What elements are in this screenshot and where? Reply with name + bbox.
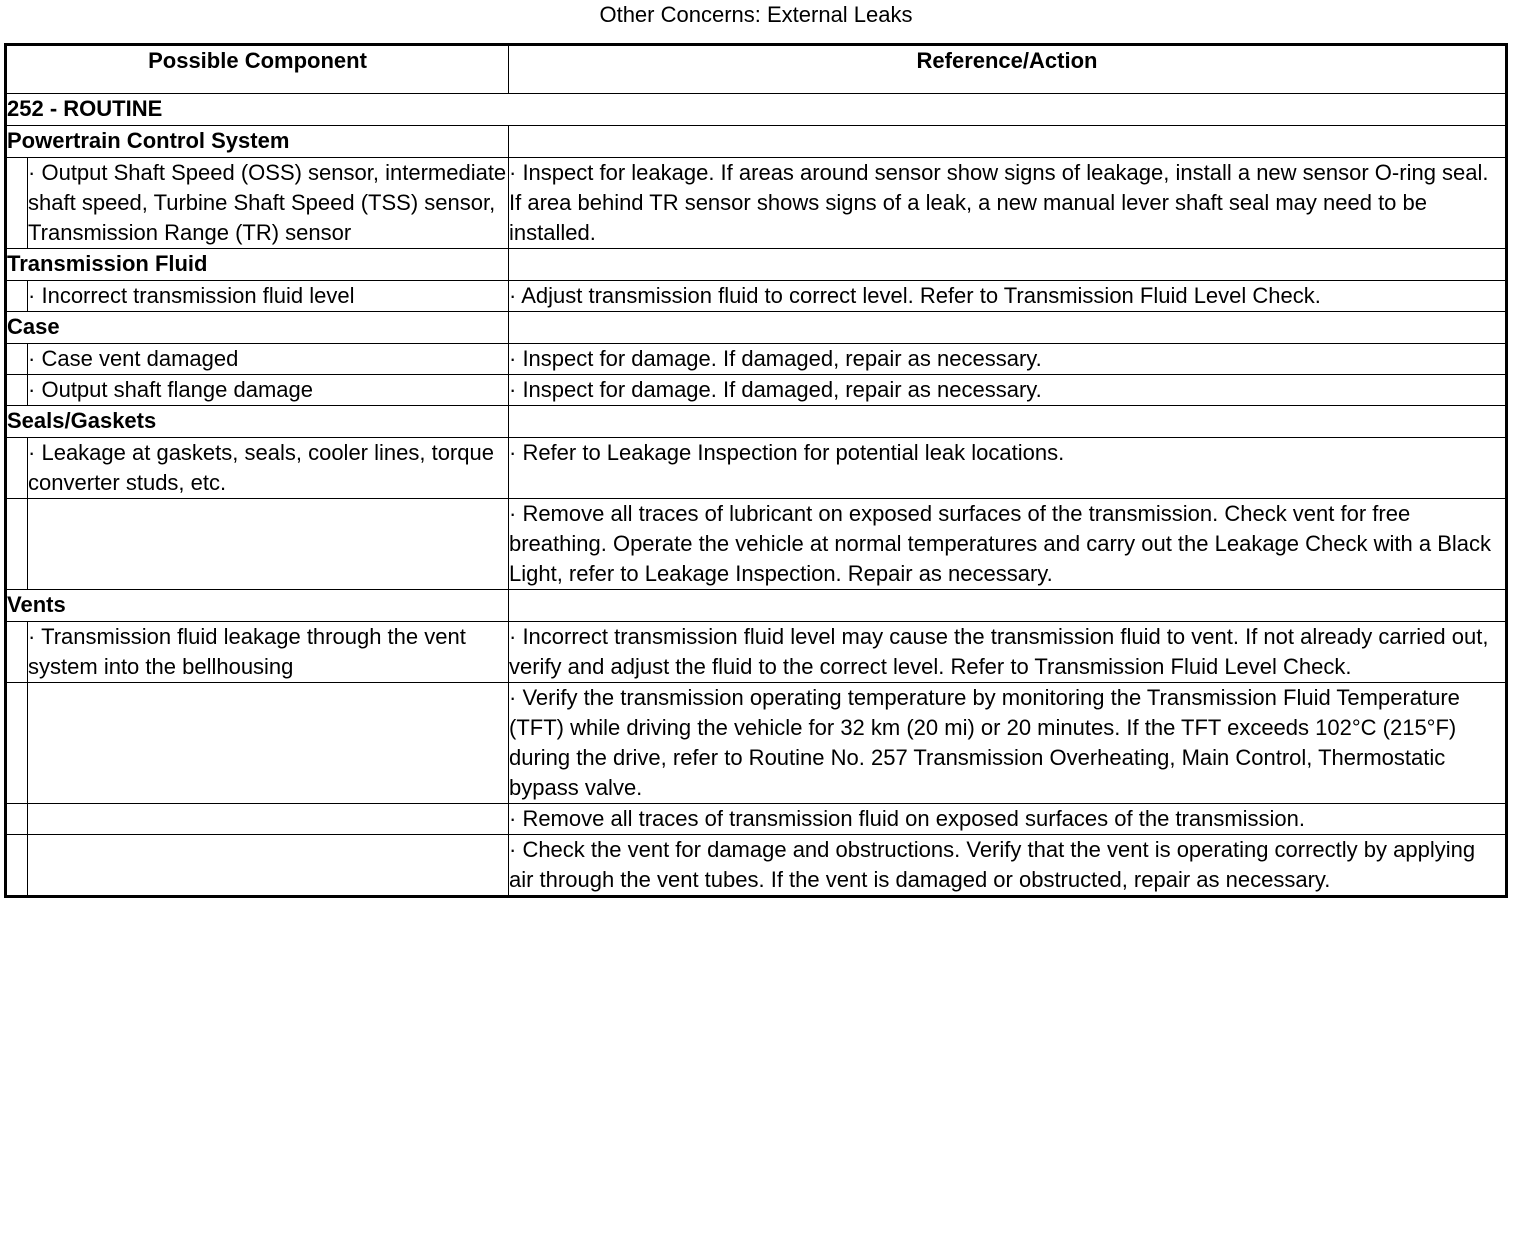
indent-cell xyxy=(6,622,28,683)
action-cell: · Inspect for leakage. If areas around sensor show signs of leakage, install a new sensor O-ring seal. If area behind TR sensor shows signs of a leak, a new manual lever shaft seal may need to be installed. xyxy=(509,158,1507,249)
table-row xyxy=(6,438,1507,499)
component-cell xyxy=(28,499,509,590)
component-cell: · Leakage at gaskets, seals, cooler lines, torque converter studs, etc. xyxy=(28,438,509,499)
indent-cell xyxy=(6,804,28,835)
component-cell: · Output Shaft Speed (OSS) sensor, intermediate shaft speed, Turbine Shaft Speed (TSS) sensor, Transmission Range (TR) sensor xyxy=(28,158,509,249)
table-row xyxy=(6,804,1507,835)
component-cell xyxy=(28,804,509,835)
table-row xyxy=(6,344,1507,375)
category-title: Vents xyxy=(6,590,509,622)
category-blank-cell xyxy=(509,312,1507,344)
indent-cell xyxy=(6,281,28,312)
category-blank-cell xyxy=(509,406,1507,438)
table-row xyxy=(6,835,1507,897)
category-row xyxy=(6,406,1507,438)
action-cell: · Remove all traces of lubricant on exposed surfaces of the transmission. Check vent for free breathing. Operate the vehicle at normal temperatures and carry out the Leakage Check with a Black Light, refer to Leakage Inspection. Repair as necessary. xyxy=(509,499,1507,590)
category-title: Seals/Gaskets xyxy=(6,406,509,438)
action-cell: · Verify the transmission operating temperature by monitoring the Transmission Fluid Temperature (TFT) while driving the vehicle for 32 km (20 mi) or 20 minutes. If the TFT exceeds 102°C (215°F) during the drive, refer to Routine No. 257 Transmission Overheating, Main Control, Thermostatic bypass valve. xyxy=(509,683,1507,804)
category-blank-cell xyxy=(509,126,1507,158)
component-cell: · Case vent damaged xyxy=(28,344,509,375)
indent-cell xyxy=(6,375,28,406)
component-cell xyxy=(28,835,509,897)
table-row xyxy=(6,622,1507,683)
table-row xyxy=(6,499,1507,590)
table-row xyxy=(6,683,1507,804)
external-leaks-table xyxy=(4,43,1508,898)
category-row xyxy=(6,590,1507,622)
action-cell: · Adjust transmission fluid to correct level. Refer to Transmission Fluid Level Check. xyxy=(509,281,1507,312)
action-cell: · Check the vent for damage and obstructions. Verify that the vent is operating correctly by applying air through the vent tubes. If the vent is damaged or obstructed, repair as necessary. xyxy=(509,835,1507,897)
category-blank-cell xyxy=(509,590,1507,622)
action-cell: · Incorrect transmission fluid level may cause the transmission fluid to vent. If not already carried out, verify and adjust the fluid to the correct level. Refer to Transmission Fluid Level Check. xyxy=(509,622,1507,683)
action-cell: · Inspect for damage. If damaged, repair as necessary. xyxy=(509,375,1507,406)
indent-cell xyxy=(6,158,28,249)
indent-cell xyxy=(6,683,28,804)
table-row xyxy=(6,158,1507,249)
component-cell: · Transmission fluid leakage through the vent system into the bellhousing xyxy=(28,622,509,683)
category-row xyxy=(6,249,1507,281)
category-title: Transmission Fluid xyxy=(6,249,509,281)
indent-cell xyxy=(6,344,28,375)
table-row xyxy=(6,281,1507,312)
indent-cell xyxy=(6,835,28,897)
routine-label: 252 - ROUTINE xyxy=(6,94,1507,126)
category-title: Case xyxy=(6,312,509,344)
column-header-action: Reference/Action xyxy=(509,45,1507,94)
category-row xyxy=(6,312,1507,344)
table-caption: Other Concerns: External Leaks xyxy=(599,2,913,27)
column-header-component: Possible Component xyxy=(6,45,509,94)
table-header-row xyxy=(6,45,1507,94)
category-title: Powertrain Control System xyxy=(6,126,509,158)
component-cell xyxy=(28,683,509,804)
component-cell: · Output shaft flange damage xyxy=(28,375,509,406)
routine-row xyxy=(6,94,1507,126)
category-row xyxy=(6,126,1507,158)
action-cell: · Refer to Leakage Inspection for potential leak locations. xyxy=(509,438,1507,499)
table-row xyxy=(6,375,1507,406)
component-cell: · Incorrect transmission fluid level xyxy=(28,281,509,312)
action-cell: · Remove all traces of transmission fluid on exposed surfaces of the transmission. xyxy=(509,804,1507,835)
action-cell: · Inspect for damage. If damaged, repair as necessary. xyxy=(509,344,1507,375)
category-blank-cell xyxy=(509,249,1507,281)
indent-cell xyxy=(6,438,28,499)
indent-cell xyxy=(6,499,28,590)
